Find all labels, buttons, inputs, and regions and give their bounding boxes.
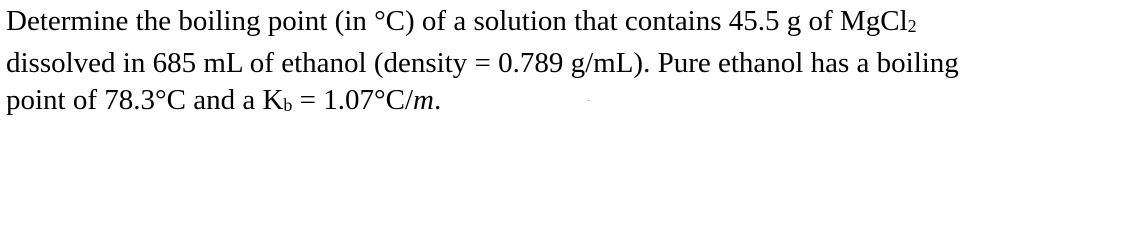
kb-subscript: b [283, 95, 293, 115]
problem-line-3-mid: = 1.07°C/ [292, 84, 414, 116]
molality-unit: m [413, 84, 434, 116]
problem-line-3-suffix: . [433, 84, 442, 116]
stray-mark [588, 100, 590, 101]
problem-text [6, 3, 1136, 124]
problem-line-1 [6, 3, 1136, 45]
mgcl2-subscript: 2 [907, 16, 917, 36]
problem-line-3-prefix: point of 78.3°C and a K [6, 84, 284, 116]
problem-line-2 [6, 45, 1136, 82]
problem-line-2-text: dissolved in 685 mL of ethanol (density = 0.789 g/mL). Pure ethanol has a boiling [6, 47, 959, 79]
problem-line-1-text: Determine the boiling point (in °C) of a solution that contains 45.5 g of MgCl [6, 5, 908, 37]
problem-line-3 [6, 82, 1136, 124]
